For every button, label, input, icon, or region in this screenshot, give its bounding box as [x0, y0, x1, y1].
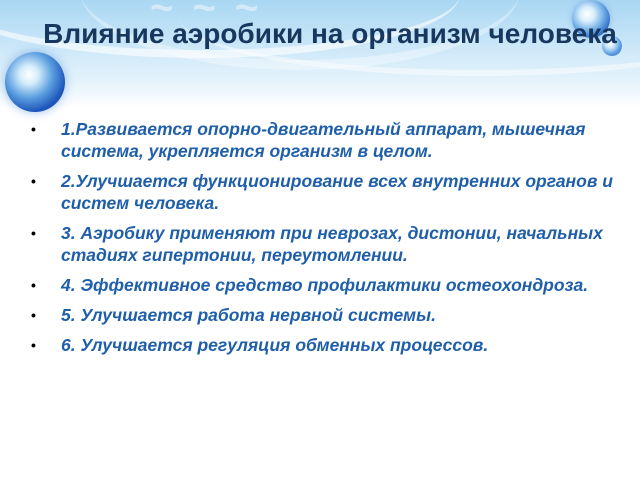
list-item: [30, 274, 622, 296]
list-item-text: 1.Развивается опорно-двигательный аппарат, мышечная система, укрепляется организм в целом.: [61, 119, 586, 161]
bullet-list: [30, 118, 622, 364]
bullet-icon: •: [31, 337, 36, 353]
watermark-decoration: ~ ~ ~: [150, 0, 263, 30]
list-item: [30, 222, 622, 266]
orb-left-decoration: [5, 52, 65, 112]
list-item: [30, 334, 622, 356]
list-item: [30, 304, 622, 326]
list-item-text: 6. Улучшается регуляция обменных процессов.: [61, 335, 489, 355]
list-item: [30, 170, 622, 214]
bullet-icon: •: [31, 307, 36, 323]
list-item-text: 5. Улучшается работа нервной системы.: [61, 305, 436, 325]
bullet-icon: •: [31, 121, 36, 137]
bullet-icon: •: [31, 173, 36, 189]
bullet-icon: •: [31, 225, 36, 241]
bullet-icon: •: [31, 277, 36, 293]
list-item: [30, 118, 622, 162]
list-item-text: 3. Аэробику применяют при неврозах, дистонии, начальных стадиях гипертонии, переутомлении.: [61, 223, 603, 265]
list-item-text: 2.Улучшается функционирование всех внутренних органов и систем человека.: [61, 171, 613, 213]
slide-title: Влияние аэробики на организм человека: [43, 18, 617, 49]
list-item-text: 4. Эффективное средство профилактики остеохондроза.: [61, 275, 589, 295]
